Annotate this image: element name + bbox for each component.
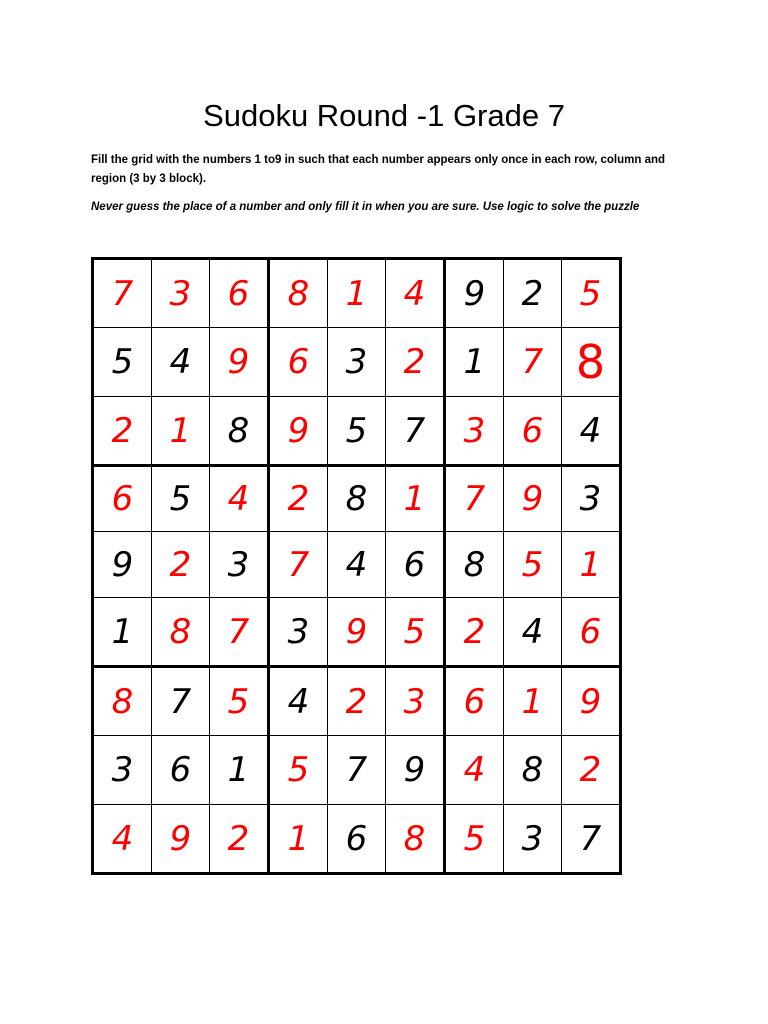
grid-cell[interactable]: 2 <box>93 397 152 466</box>
grid-cell[interactable]: 6 <box>504 397 562 466</box>
grid-cell[interactable]: 5 <box>210 667 269 736</box>
grid-cell[interactable]: 2 <box>504 259 562 328</box>
grid-row <box>93 805 621 874</box>
grid-cell[interactable]: 9 <box>93 532 152 598</box>
grid-cell[interactable]: 9 <box>152 805 210 874</box>
grid-cell[interactable]: 4 <box>445 736 504 805</box>
grid-cell[interactable]: 5 <box>269 736 328 805</box>
grid-cell[interactable]: 1 <box>93 598 152 667</box>
grid-cell[interactable]: 7 <box>328 736 386 805</box>
grid-cell[interactable]: 3 <box>152 259 210 328</box>
grid-cell[interactable]: 8 <box>328 466 386 532</box>
grid-cell[interactable]: 4 <box>210 466 269 532</box>
grid-cell[interactable]: 6 <box>210 259 269 328</box>
grid-cell[interactable]: 1 <box>152 397 210 466</box>
sudoku-grid-body <box>93 259 621 874</box>
grid-cell[interactable]: 6 <box>386 532 445 598</box>
grid-cell[interactable]: 5 <box>152 466 210 532</box>
grid-cell[interactable]: 8 <box>386 805 445 874</box>
grid-cell[interactable]: 5 <box>562 259 621 328</box>
grid-cell[interactable]: 9 <box>445 259 504 328</box>
grid-cell[interactable]: 4 <box>562 397 621 466</box>
grid-row <box>93 259 621 328</box>
grid-cell[interactable]: 8 <box>504 736 562 805</box>
grid-cell[interactable]: 2 <box>562 736 621 805</box>
grid-row <box>93 328 621 397</box>
grid-cell[interactable]: 4 <box>386 259 445 328</box>
grid-cell[interactable]: 2 <box>386 328 445 397</box>
sudoku-grid <box>91 257 622 875</box>
grid-cell[interactable]: 3 <box>386 667 445 736</box>
grid-row <box>93 466 621 532</box>
grid-cell[interactable]: 8 <box>93 667 152 736</box>
grid-cell[interactable]: 8 <box>152 598 210 667</box>
grid-cell[interactable]: 5 <box>504 532 562 598</box>
grid-cell[interactable]: 3 <box>562 466 621 532</box>
grid-cell[interactable]: 6 <box>93 466 152 532</box>
grid-cell[interactable]: 9 <box>269 397 328 466</box>
grid-cell[interactable]: 2 <box>328 667 386 736</box>
grid-cell[interactable]: 7 <box>210 598 269 667</box>
grid-cell[interactable]: 2 <box>269 466 328 532</box>
grid-cell[interactable]: 9 <box>386 736 445 805</box>
grid-cell[interactable]: 2 <box>445 598 504 667</box>
grid-cell[interactable]: 5 <box>328 397 386 466</box>
grid-cell[interactable]: 4 <box>93 805 152 874</box>
grid-cell[interactable]: 1 <box>504 667 562 736</box>
grid-cell[interactable]: 3 <box>504 805 562 874</box>
grid-cell[interactable]: 5 <box>386 598 445 667</box>
grid-cell[interactable]: 4 <box>504 598 562 667</box>
grid-cell[interactable]: 4 <box>328 532 386 598</box>
logic-note: Never guess the place of a number and only fill it in when you are sure. Use logic to solve the puzzle <box>91 201 640 213</box>
grid-cell[interactable]: 3 <box>93 736 152 805</box>
grid-cell[interactable]: 8 <box>269 259 328 328</box>
grid-cell[interactable]: 7 <box>445 466 504 532</box>
grid-cell[interactable]: 9 <box>328 598 386 667</box>
grid-cell[interactable]: 1 <box>210 736 269 805</box>
grid-cell[interactable]: 3 <box>445 397 504 466</box>
grid-row <box>93 532 621 598</box>
grid-cell[interactable]: 1 <box>562 532 621 598</box>
grid-cell[interactable]: 7 <box>152 667 210 736</box>
grid-cell[interactable]: 1 <box>445 328 504 397</box>
grid-row <box>93 667 621 736</box>
grid-cell[interactable]: 9 <box>504 466 562 532</box>
grid-cell[interactable]: 8 <box>562 328 621 397</box>
grid-cell[interactable]: 7 <box>269 532 328 598</box>
grid-cell[interactable]: 9 <box>210 328 269 397</box>
grid-cell[interactable]: 5 <box>445 805 504 874</box>
grid-cell[interactable]: 2 <box>210 805 269 874</box>
grid-cell[interactable]: 7 <box>93 259 152 328</box>
page-title: Sudoku Round -1 Grade 7 <box>203 98 565 133</box>
grid-cell[interactable]: 5 <box>93 328 152 397</box>
grid-cell[interactable]: 6 <box>445 667 504 736</box>
instructions-text: Fill the grid with the numbers 1 to9 in such that each number appears only once in each row, column and region (3 by 3 block). <box>91 154 666 185</box>
grid-cell[interactable]: 7 <box>504 328 562 397</box>
grid-cell[interactable]: 4 <box>152 328 210 397</box>
grid-cell[interactable]: 8 <box>445 532 504 598</box>
grid-cell[interactable]: 3 <box>269 598 328 667</box>
grid-cell[interactable]: 3 <box>328 328 386 397</box>
grid-cell[interactable]: 4 <box>269 667 328 736</box>
grid-cell[interactable]: 1 <box>269 805 328 874</box>
grid-cell[interactable]: 7 <box>386 397 445 466</box>
grid-row <box>93 736 621 805</box>
grid-cell[interactable]: 8 <box>210 397 269 466</box>
grid-cell[interactable]: 9 <box>562 667 621 736</box>
grid-cell[interactable]: 6 <box>269 328 328 397</box>
grid-cell[interactable]: 1 <box>386 466 445 532</box>
grid-cell[interactable]: 3 <box>210 532 269 598</box>
grid-cell[interactable]: 1 <box>328 259 386 328</box>
grid-cell[interactable]: 6 <box>152 736 210 805</box>
grid-row <box>93 397 621 466</box>
grid-cell[interactable]: 7 <box>562 805 621 874</box>
grid-cell[interactable]: 2 <box>152 532 210 598</box>
grid-row <box>93 598 621 667</box>
grid-cell[interactable]: 6 <box>328 805 386 874</box>
grid-cell[interactable]: 6 <box>562 598 621 667</box>
